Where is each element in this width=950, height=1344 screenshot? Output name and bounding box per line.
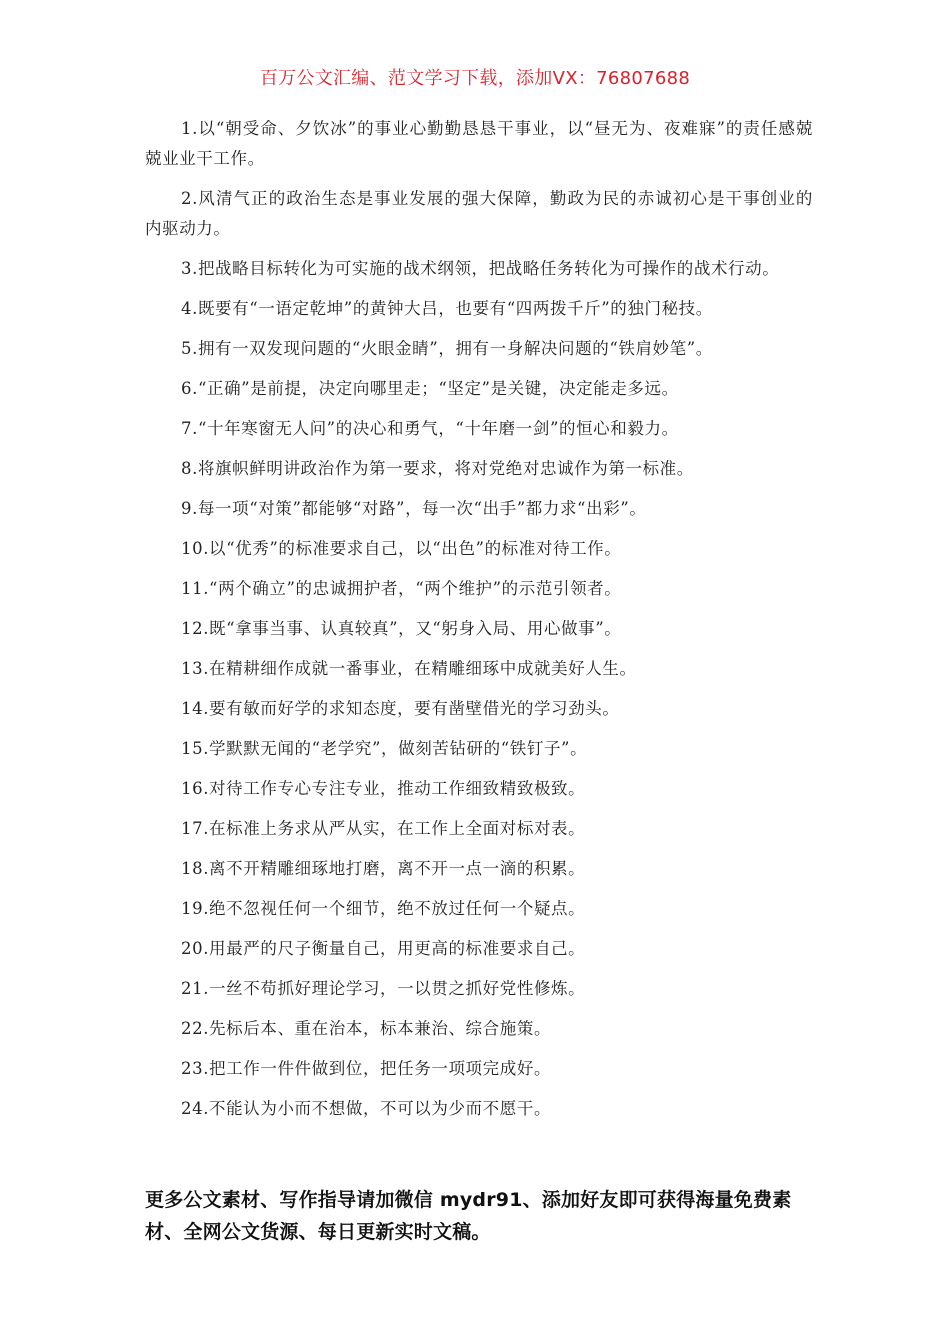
list-item: 13.在精耕细作成就一番事业，在精雕细琢中成就美好人生。 (181, 659, 637, 678)
list-item: 20.用最严的尺子衡量自己，用更高的标准要求自己。 (181, 939, 586, 958)
list-item: 17.在标准上务求从严从实，在工作上全面对标对表。 (181, 819, 586, 838)
numbered-phrase-list (145, 114, 813, 1134)
list-item: 23.把工作一件件做到位，把任务一项项完成好。 (181, 1059, 552, 1078)
list-item: 4.既要有“一语定乾坤”的黄钟大吕，也要有“四两拨千斤”的独门秘技。 (181, 299, 713, 318)
list-item: 6.“正确”是前提，决定向哪里走；“坚定”是关键，决定能走多远。 (181, 379, 679, 398)
list-item: 8.将旗帜鲜明讲政治作为第一要求，将对党绝对忠诚作为第一标准。 (181, 459, 694, 478)
list-item: 21.一丝不苟抓好理论学习，一以贯之抓好党性修炼。 (181, 979, 586, 998)
list-item: 10.以“优秀”的标准要求自己，以“出色”的标准对待工作。 (181, 539, 622, 558)
list-item: 7.“十年寒窗无人问”的决心和勇气，“十年磨一剑”的恒心和毅力。 (181, 419, 679, 438)
list-item: 3.把战略目标转化为可实施的战术纲领，把战略任务转化为可操作的战术行动。 (181, 259, 780, 278)
list-item: 19.绝不忽视任何一个细节，绝不放过任何一个疑点。 (181, 899, 586, 918)
list-item: 2.风清气正的政治生态是事业发展的强大保障，勤政为民的赤诚初心是干事创业的内驱动力。 (145, 189, 813, 238)
list-item: 16.对待工作专心专注专业，推动工作细致精致极致。 (181, 779, 586, 798)
list-item: 11.“两个确立”的忠诚拥护者，“两个维护”的示范引领者。 (181, 579, 622, 598)
page-header-banner: 百万公文汇编、范文学习下载，添加VX：76807688 (259, 68, 691, 89)
list-item: 5.拥有一双发现问题的“火眼金睛”，拥有一身解决问题的“铁肩妙笔”。 (181, 339, 713, 358)
list-item: 14.要有敏而好学的求知态度，要有凿壁借光的学习劲头。 (181, 699, 620, 718)
list-item: 22.先标后本、重在治本，标本兼治、综合施策。 (181, 1019, 552, 1038)
list-item: 12.既“拿事当事、认真较真”，又“躬身入局、用心做事”。 (181, 619, 622, 638)
list-item: 18.离不开精雕细琢地打磨，离不开一点一滴的积累。 (181, 859, 586, 878)
footer-promo-text: 更多公文素材、写作指导请加微信 mydr91、添加好友即可获得海量免费素材、全网公文货源、每日更新实时文稿。 (145, 1189, 792, 1243)
list-item: 15.学默默无闻的“老学究”，做刻苦钻研的“铁钉子”。 (181, 739, 588, 758)
list-item: 24.不能认为小而不想做，不可以为少而不愿干。 (181, 1099, 552, 1118)
list-item: 9.每一项“对策”都能够“对路”，每一次“出手”都力求“出彩”。 (181, 499, 647, 518)
list-item: 1.以“朝受命、夕饮冰”的事业心勤勤恳恳干事业，以“昼无为、夜难寐”的责任感兢兢业业干工作。 (145, 119, 813, 168)
